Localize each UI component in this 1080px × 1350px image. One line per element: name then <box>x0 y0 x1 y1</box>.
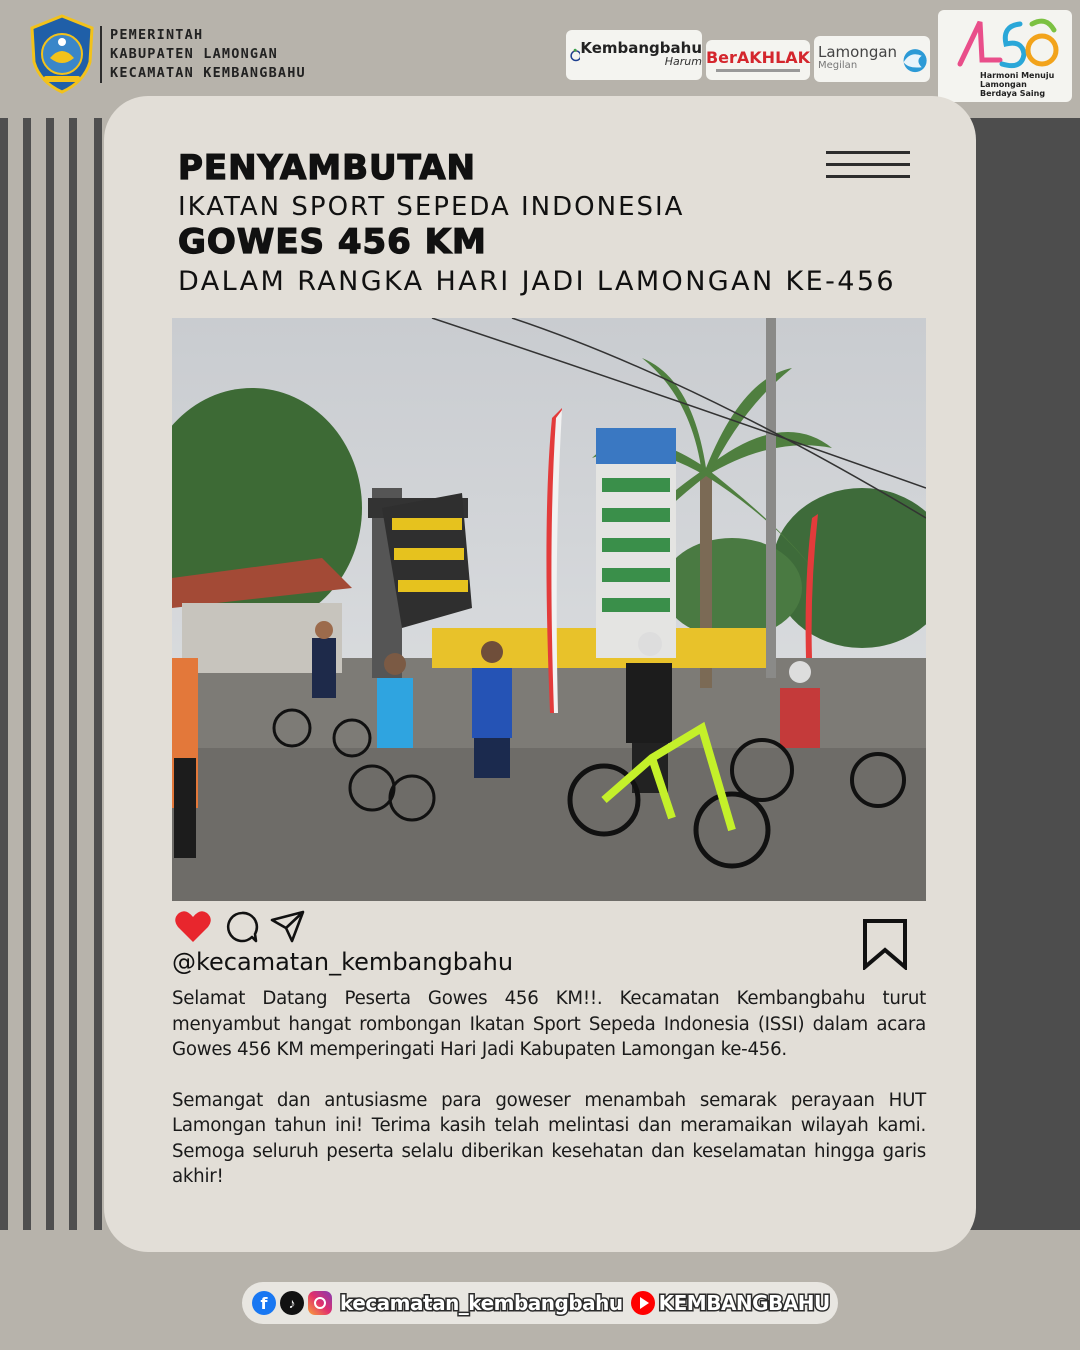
partner-logos <box>566 10 1076 106</box>
caption-paragraph-1: Selamat Datang Peserta Gowes 456 KM!!. Kecamatan Kembangbahu turut menyambut hangat rombongan Ikatan Sport Sepeda Indonesia (ISSI) dalam acara Gowes 456 KM memperingati Hari Jadi Kabupaten Lamongan ke-456. <box>172 988 926 1060</box>
heart-icon[interactable] <box>174 910 212 944</box>
456-tagline-1: Harmoni Menuju <box>980 71 1055 80</box>
facebook-icon[interactable]: f <box>252 1291 276 1315</box>
kembangbahu-logo-text: Kembangbahu <box>580 39 702 57</box>
kembangbahu-harum-logo <box>566 30 702 80</box>
social-footer <box>242 1282 838 1324</box>
youtube-channel[interactable]: KEMBANGBAHU <box>658 1291 830 1315</box>
tiktok-icon[interactable]: ♪ <box>280 1291 304 1315</box>
bookmark-icon[interactable] <box>862 918 908 970</box>
berakhlak-logo-text: BerAKHLAK <box>705 48 811 67</box>
comment-icon[interactable] <box>224 910 260 944</box>
post-caption <box>172 986 926 1215</box>
gov-line-2: KABUPATEN LAMONGAN <box>110 46 278 62</box>
gov-line-3: KECAMATAN KEMBANGBAHU <box>110 65 306 81</box>
share-icon[interactable] <box>270 910 306 944</box>
title-line-2: IKATAN SPORT SEPEDA INDONESIA <box>178 192 685 222</box>
post-card <box>104 96 976 1252</box>
lamongan-megilan-logo <box>814 36 930 82</box>
title-line-4: DALAM RANGKA HARI JADI LAMONGAN KE-456 <box>178 266 897 297</box>
social-handle[interactable]: kecamatan_kembangbahu <box>340 1291 623 1315</box>
instagram-icon[interactable] <box>308 1291 332 1315</box>
lamongan-logo-sub: Megilan <box>818 60 858 71</box>
berakhlak-logo <box>706 40 810 80</box>
gov-line-1: PEMERINTAH <box>110 27 204 43</box>
left-stripes-decoration <box>0 118 110 1230</box>
lamongan-regency-emblem <box>28 14 96 94</box>
hamburger-menu-icon[interactable] <box>826 151 910 187</box>
youtube-icon[interactable] <box>631 1291 655 1315</box>
456-tagline-2: Lamongan Berdaya Saing <box>980 80 1046 98</box>
account-handle[interactable]: @kecamatan_kembangbahu <box>172 948 514 976</box>
wave-icon <box>897 39 930 79</box>
government-header-text <box>100 26 306 83</box>
title-line-3: GOWES 456 KM <box>178 222 487 262</box>
lamongan-logo-text: Lamongan <box>818 43 898 61</box>
kembangbahu-logo-sub: Harum <box>664 55 702 68</box>
caption-paragraph-2: Semangat dan antusiasme para goweser menambah semarak perayaan HUT Lamongan tahun ini! Terima kasih telah melintasi dan meramaikan wilayah kami. Semoga seluruh peserta selalu diberikan kesehatan dan keselamatan hingga garis akhir! <box>172 1089 926 1187</box>
title-line-1: PENYAMBUTAN <box>178 148 476 188</box>
hari-jadi-456-logo <box>938 10 1072 102</box>
event-photo <box>172 318 926 901</box>
